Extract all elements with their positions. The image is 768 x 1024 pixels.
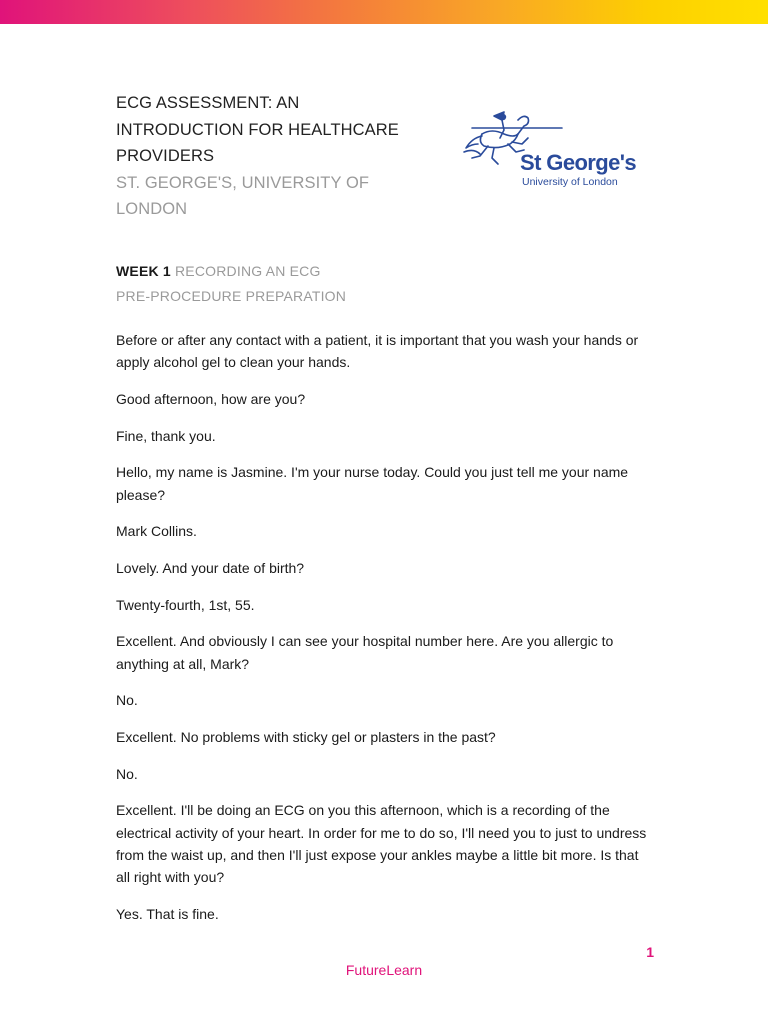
transcript-paragraph: Twenty-fourth, 1st, 55. [116, 596, 255, 613]
organization-line-2: LONDON [116, 200, 188, 218]
transcript-paragraph: Hello, my name is Jasmine. I'm your nurse today. Could you just tell me your name please? [116, 464, 629, 503]
transcript-paragraph: Lovely. And your date of birth? [116, 559, 305, 576]
week-topic: RECORDING AN ECG [174, 263, 321, 279]
logo-subtitle: University of London [522, 176, 618, 188]
transcript-paragraph: Good afternoon, how are you? [116, 390, 306, 407]
document-header [116, 90, 416, 223]
transcript-paragraph: Mark Collins. [116, 523, 197, 540]
transcript-paragraph: Excellent. I'll be doing an ECG on you this afternoon, which is a recording of the electrical activity of your heart. In order for me to do so, I'll need you to just to undress from the waist up, and then I'll just expose your ankles maybe a little bit more. Is that all right with you? [116, 802, 647, 885]
transcript-paragraph: Excellent. And obviously I can see your hospital number here. Are you allergic to anything at all, Mark? [116, 633, 614, 672]
organization-line-1: ST. GEORGE'S, UNIVERSITY OF [116, 173, 370, 192]
transcript-paragraph: Before or after any contact with a patient, it is important that you wash your hands or apply alcohol gel to clean your hands. [116, 332, 639, 371]
course-title-line-2: INTRODUCTION FOR HEALTHCARE [116, 120, 399, 139]
transcript-paragraph: Excellent. No problems with sticky gel or plasters in the past? [116, 728, 496, 745]
transcript-paragraph: Fine, thank you. [116, 427, 216, 444]
transcript-paragraph: Yes. That is fine. [116, 905, 219, 922]
st-georges-logo [458, 108, 638, 188]
gradient-header-bar [0, 0, 768, 24]
week-label: WEEK 1 [116, 263, 171, 279]
course-title-line-3: PROVIDERS [116, 147, 215, 165]
transcript-body [116, 329, 656, 939]
transcript-paragraph: No. [116, 765, 138, 782]
week-heading [116, 259, 516, 309]
course-title-line-1: ECG ASSESSMENT: AN [116, 94, 300, 112]
transcript-paragraph: No. [116, 692, 138, 709]
page-number: 1 [646, 944, 654, 960]
logo-wordmark: St George's [520, 150, 637, 175]
step-title: PRE-PROCEDURE PREPARATION [116, 288, 347, 304]
futurelearn-footer-brand: FutureLearn [345, 962, 423, 978]
